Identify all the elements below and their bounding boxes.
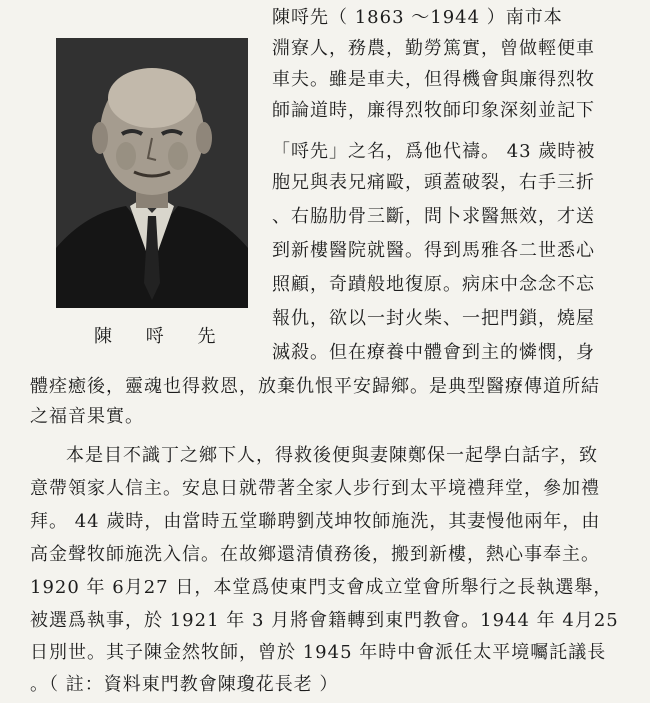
photo-caption: 陳 哷 先	[94, 326, 230, 347]
portrait-photo	[56, 38, 248, 308]
bio-line: 報仇，欲以一封火柴、一把門鎖，燒屋	[272, 308, 595, 329]
bio-line: 意帶領家人信主。安息日就帶著全家人步行到太平境禮拜堂，參加禮	[30, 478, 600, 499]
bio-line: 陳哷先（ 1863 ～1944 ）南市本	[272, 7, 563, 28]
bio-line: 車夫。雖是車夫，但得機會與廉得烈牧	[272, 69, 595, 90]
bio-line: 本是目不識丁之鄉下人，得救後便與妻陳鄭保一起學白話字，致	[66, 445, 598, 466]
bio-line: 照顧，奇蹟般地復原。病床中念念不忘	[272, 274, 595, 295]
bio-line: 拜。 44 歲時，由當時五堂聯聘劉茂坤牧師施洗，其妻慢他兩年，由	[30, 511, 601, 532]
bio-line: 日別世。其子陳金然牧師，曾於 1945 年時中會派任太平境囑託議長	[30, 642, 607, 663]
bio-line: 「哷先」之名，爲他代禱。 43 歲時被	[272, 141, 596, 162]
bio-line: 高金聲牧師施洗入信。在故鄉還清債務後，搬到新樓，熱心事奉主。	[30, 544, 600, 565]
portrait-image	[56, 38, 248, 308]
bio-line: 。（ 註：資料東門教會陳瓊花長老 ）	[30, 674, 339, 695]
bio-line: 被選爲執事，於 1921 年 3 月將會籍轉到東門教會。1944 年 4月25	[30, 610, 619, 631]
bio-line: 淵寮人，務農，勤勞篤實，曾做輕便車	[272, 38, 595, 59]
bio-line: 師論道時，廉得烈牧師印象深刻並記下	[272, 100, 595, 121]
bio-line: 1920 年 6月27 日，本堂爲使東門支會成立堂會所舉行之長執選舉，	[30, 577, 613, 598]
bio-line: 體痊癒後，靈魂也得救恩，放棄仇恨平安歸鄉。是典型醫療傳道所結	[30, 376, 600, 397]
bio-line: 胞兄與表兄痛毆，頭蓋破裂，右手三折	[272, 172, 595, 193]
bio-line: 、右脇肋骨三斷，問卜求醫無效，才送	[272, 206, 595, 227]
bio-line: 之福音果實。	[30, 406, 144, 427]
bio-line: 到新樓醫院就醫。得到馬雅各二世悉心	[272, 240, 595, 261]
bio-line: 滅殺。但在療養中體會到主的憐憫，身	[272, 342, 595, 363]
